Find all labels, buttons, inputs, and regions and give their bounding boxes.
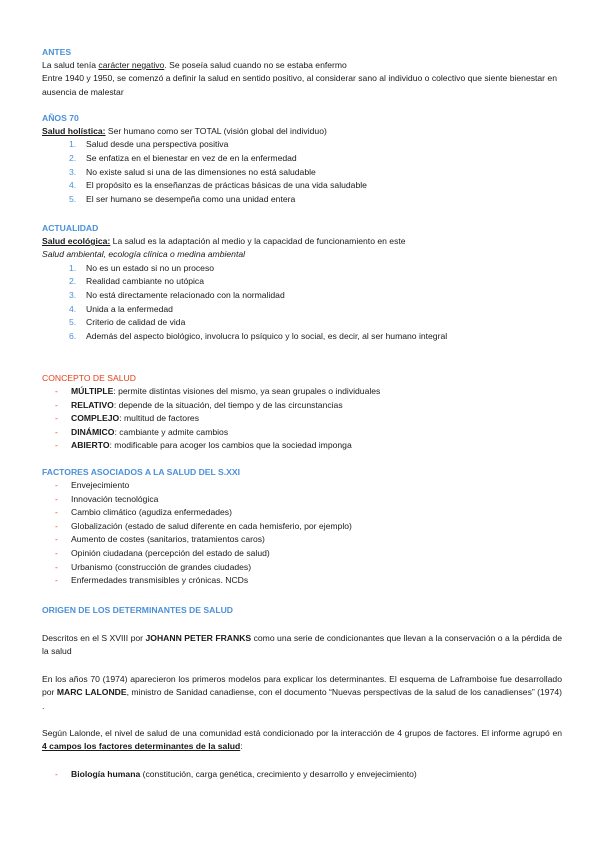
- list-number: 1.: [69, 139, 77, 150]
- paragraph: [42, 59, 562, 72]
- list-item: [42, 399, 562, 413]
- list-number: 3.: [69, 290, 77, 300]
- dash-bullet: -: [55, 399, 58, 410]
- list-item: [42, 561, 562, 575]
- list-item: [42, 166, 562, 180]
- list-item: [42, 412, 562, 426]
- list-item: [42, 385, 562, 399]
- list-item: [42, 493, 562, 507]
- list-text: : cambiante y admite cambios: [114, 426, 229, 437]
- dash-bullet: -: [55, 480, 58, 490]
- dash-bullet: -: [55, 561, 58, 572]
- list-text: El ser humano se desempeña como una unidad entera: [86, 193, 296, 204]
- list-text: No existe salud si una de las dimensiones no está saludable: [86, 166, 316, 177]
- definition-line: [42, 125, 562, 138]
- list-text: : multitud de factores: [119, 413, 200, 424]
- list-item: [42, 316, 562, 330]
- list-text: Envejecimiento: [71, 480, 130, 490]
- term: COMPLEJO: [71, 413, 120, 424]
- section-antes: [42, 46, 562, 99]
- list-text: Innovación tecnológica: [71, 493, 159, 504]
- list-item: [42, 289, 562, 303]
- list-text: Enfermedades transmisibles y crónicas. NCDs: [71, 575, 249, 586]
- text: Ser humano como ser TOTAL (visión global del individuo): [105, 126, 327, 136]
- list-number: 6.: [69, 330, 77, 341]
- section-heading: ACTUALIDAD: [42, 223, 99, 233]
- text: La salud es la adaptación al medio y la capacidad de funcionamiento en este: [110, 236, 406, 246]
- italic-note: Salud ambiental, ecología clínica o medina ambiental: [42, 249, 246, 260]
- list-text: Criterio de calidad de vida: [86, 317, 186, 328]
- list-number: 2.: [69, 276, 77, 287]
- dash-list: [42, 479, 562, 588]
- text: La salud tenía: [42, 60, 99, 70]
- list-item: [42, 506, 562, 520]
- text: En los años 70 (1974) aparecieron los primeros modelos para explicar los determinantes. El esquema de Laframboise fue desarrollado por: [42, 673, 562, 698]
- text: Descritos en el S XVIII por: [42, 633, 146, 643]
- term: DINÁMICO: [71, 426, 115, 437]
- definition-line: [42, 235, 562, 248]
- section-heading: AÑOS 70: [42, 113, 79, 123]
- dash-bullet: -: [55, 575, 58, 586]
- underlined-text: carácter negativo: [98, 60, 165, 70]
- list-text: Globalización (estado de salud diferente en cada hemisferio, por ejemplo): [71, 520, 352, 531]
- list-text: Realidad cambiante no utópica: [86, 276, 205, 287]
- list-item: [42, 193, 562, 207]
- list-number: 1.: [69, 262, 77, 273]
- text: como una serie de condicionantes que llevan a la conservación o a la pérdida de la salud: [42, 633, 563, 657]
- list-text: Unida a la enfermedad: [86, 303, 173, 314]
- section-factores: [42, 466, 562, 588]
- text: , ministro de Sanidad canadiense, con el documento “Nuevas perspectivas de la salud de los canadienses” (1974) .: [42, 687, 563, 711]
- list-number: 5.: [69, 317, 77, 328]
- numbered-list: [42, 262, 562, 344]
- dash-bullet: -: [55, 534, 58, 545]
- list-text: Opinión ciudadana (percepción del estado de salud): [71, 547, 270, 558]
- term-label: Salud ecológica:: [42, 236, 111, 246]
- list-number: 5.: [69, 193, 77, 204]
- list-number: 4.: [69, 303, 77, 314]
- section-actualidad: [42, 222, 562, 343]
- list-text: Además del aspecto biológico, involucra lo psíquico y lo social, es decir, al ser humano integral: [86, 330, 448, 341]
- list-item: [42, 768, 562, 782]
- list-item: [42, 152, 562, 166]
- paragraph: Entre 1940 y 1950, se comenzó a definir la salud en sentido positivo, al considerar sano al individuo o colectivo que siente bienestar en ausencia de malestar: [42, 73, 557, 97]
- list-item: [42, 426, 562, 440]
- list-text: El propósito es la enseñanzas de prácticas básicas de una vida saludable: [86, 180, 367, 191]
- term: MÚLTIPLE: [71, 386, 114, 396]
- text: :: [240, 741, 243, 752]
- list-text: Salud desde una perspectiva positiva: [86, 139, 229, 150]
- list-number: 4.: [69, 180, 77, 191]
- list-text: Cambio climático (agudiza enfermedades): [71, 507, 232, 518]
- list-item: [42, 439, 562, 453]
- list-text: Se enfatiza en el bienestar en vez de en la enfermedad: [86, 153, 297, 163]
- text: . Se poseía salud cuando no se estaba enfermo: [164, 60, 347, 70]
- underlined-text: 4 campos los factores determinantes de la salud: [42, 741, 241, 752]
- list-item: [42, 275, 562, 289]
- dash-bullet: -: [55, 768, 58, 779]
- term: ABIERTO: [71, 440, 110, 451]
- list-item: [42, 533, 562, 547]
- dash-list: [42, 385, 562, 453]
- paragraph: [42, 632, 562, 659]
- section-origen: [42, 604, 562, 781]
- dash-bullet: -: [55, 507, 58, 518]
- dash-bullet: -: [55, 413, 58, 424]
- list-text: No está directamente relacionado con la normalidad: [86, 290, 285, 300]
- list-text: No es un estado si no un proceso: [86, 262, 215, 273]
- paragraph: [42, 727, 562, 754]
- section-anos-70: [42, 112, 562, 206]
- numbered-list: [42, 138, 562, 206]
- section-concepto: [42, 372, 562, 453]
- text: Según Lalonde, el nivel de salud de una comunidad está condicionado por la interacción de 4 grupos de factores. El informe agrupó en: [42, 728, 562, 739]
- term-label: Salud holística:: [42, 126, 106, 136]
- list-text: Urbanismo (construcción de grandes ciudades): [71, 561, 252, 572]
- section-heading: ORIGEN DE LOS DETERMINANTES DE SALUD: [42, 605, 233, 615]
- dash-list: [42, 768, 562, 782]
- dash-bullet: -: [55, 440, 58, 451]
- list-item: [42, 138, 562, 152]
- list-item: [42, 303, 562, 317]
- list-number: 2.: [69, 153, 77, 163]
- section-heading: FACTORES ASOCIADOS A LA SALUD DEL S.XXI: [42, 467, 240, 477]
- bold-name: JOHANN PETER FRANKS: [145, 633, 252, 643]
- list-item: [42, 479, 562, 493]
- list-text: : depende de la situación, del tiempo y de las circunstancias: [113, 399, 343, 410]
- paragraph: [42, 673, 562, 713]
- list-item: [42, 179, 562, 193]
- list-text: (constitución, carga genética, crecimiento y desarrollo y envejecimiento): [140, 768, 417, 779]
- list-item: [42, 262, 562, 276]
- list-item: [42, 547, 562, 561]
- dash-bullet: -: [55, 547, 58, 558]
- list-number: 3.: [69, 166, 77, 177]
- dash-bullet: -: [55, 520, 58, 531]
- dash-bullet: -: [55, 386, 58, 396]
- list-text: Aumento de costes (sanitarios, tratamientos caros): [71, 534, 265, 545]
- section-heading: ANTES: [42, 47, 72, 57]
- bold-name: MARC LALONDE: [56, 687, 127, 698]
- term: Biología humana: [71, 768, 141, 779]
- dash-bullet: -: [55, 493, 58, 504]
- list-item: [42, 574, 562, 588]
- dash-bullet: -: [55, 426, 58, 437]
- section-heading: CONCEPTO DE SALUD: [42, 373, 136, 383]
- list-item: [42, 330, 562, 344]
- list-item: [42, 520, 562, 534]
- list-text: : permite distintas visiones del mismo, ya sean grupales o individuales: [113, 386, 381, 396]
- list-text: : modificable para acoger los cambios que la sociedad imponga: [109, 440, 352, 451]
- term: RELATIVO: [71, 399, 114, 410]
